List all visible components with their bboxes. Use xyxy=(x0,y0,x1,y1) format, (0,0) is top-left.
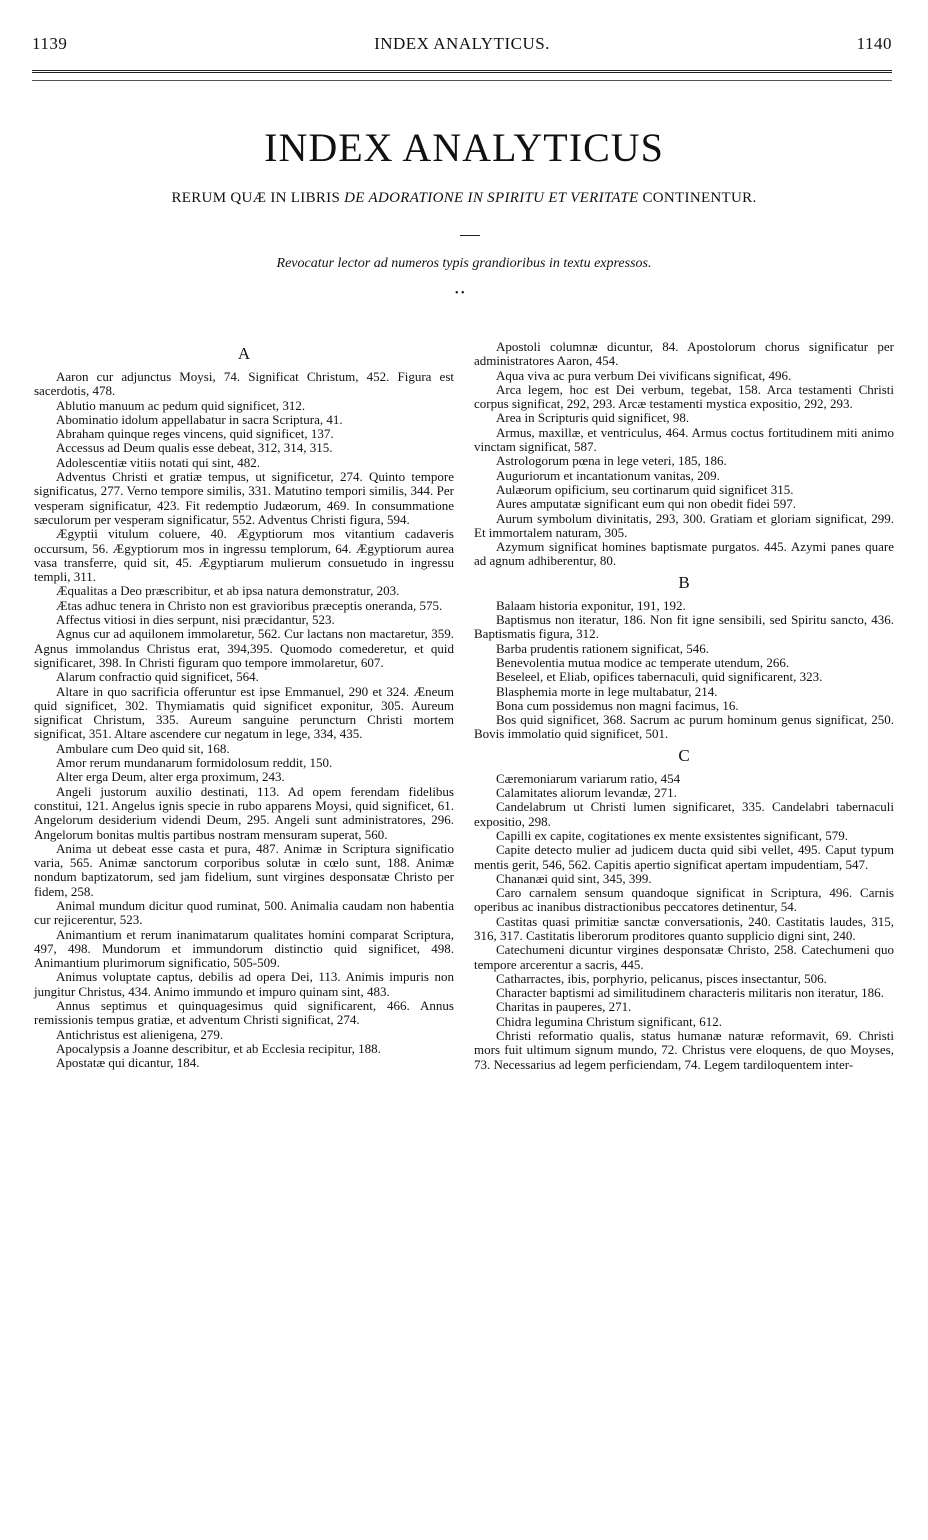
index-entry: Abraham quinque reges vincens, quid significet, 137. xyxy=(56,426,334,442)
index-entry: Abominatio idolum appellabatur in sacra Scriptura, 41. xyxy=(56,411,343,427)
entries-a-continued xyxy=(474,340,894,569)
subtitle-end: CONTINENTUR. xyxy=(638,190,757,206)
index-entry: Area in Scripturis quid significet, 98. xyxy=(496,410,690,426)
index-entry: Aaron cur adjunctus Moysi, 74. Significat Christum, 452. Figura est sacerdotis, 478. xyxy=(34,369,454,399)
index-entry: Agnus cur ad aquilonem immolaretur, 562. Cur lactans non mactaretur, 359. Agnus immolandus Christus erat, 394,395. Quomodo comederetur, et quid significaret, 398. In Christi figuram quo tempore immolaretur, 607. xyxy=(34,626,454,670)
index-entry: Adolescentiæ vitiis notati qui sint, 482. xyxy=(56,454,261,470)
index-entry: Bos quid significet, 368. Sacrum ac purum hominum genus significat, 250. Bovis immolatio quid significet, 501. xyxy=(474,712,894,742)
index-entry: Anima ut debeat esse casta et pura, 487. Animæ in Scriptura significatio varia, 565. Animæ sanctorum corporibus solutæ in cœlo sunt, 188. Animæ nondum baptizatorum, sed jam fidelium, sunt virgines desponsatæ Christo per fidem, 258. xyxy=(34,840,454,899)
index-entry: Blasphemia morte in lege multabatur, 214. xyxy=(496,683,718,699)
index-entry: Cæremoniarum variarum ratio, 454 xyxy=(496,770,681,786)
index-entry: Alter erga Deum, alter erga proximum, 243. xyxy=(56,769,285,785)
index-entry: Ambulare cum Deo quid sit, 168. xyxy=(56,740,230,756)
reader-note: Revocatur lector ad numeros typis grandioribus in textu expressos. xyxy=(276,256,652,271)
index-entry: Aurum symbolum divinitatis, 293, 300. Gratiam et gloriam significat, 299. Et immortalem naturam, 305. xyxy=(474,510,894,540)
index-entry: Ætas adhuc tenera in Christo non est gravioribus præceptis oneranda, 575. xyxy=(56,597,443,613)
index-entry: Balaam historia exponitur, 191, 192. xyxy=(496,597,686,613)
index-entry: Animal mundum dicitur quod ruminat, 500. Animalia caudam non habentia cur rejicerentur, 523. xyxy=(34,897,454,928)
index-entry: Animus voluptate captus, debilis ad opera Dei, 113. Animis impuris non jungitur Christus, 434. Animo immundo et impuro quinam sint, 483. xyxy=(34,969,454,999)
index-entry: Æqualitas a Deo præscribitur, et ab ipsa natura demonstratur, 203. xyxy=(56,583,400,599)
page-title: INDEX ANALYTICUS xyxy=(264,125,664,170)
index-entry: Candelabrum ut Christi lumen significaret, 335. Candelabri tabernaculi expositio, 298. xyxy=(474,799,894,829)
ornament-dots: • • xyxy=(455,288,465,299)
index-entry: Benevolentia mutua modice ac temperate utendum, 266. xyxy=(496,654,790,670)
index-entry: Catharractes, ibis, porphyrio, pelicanus, pisces insectantur, 506. xyxy=(496,970,827,986)
index-entry: Accessus ad Deum qualis esse debeat, 312, 314, 315. xyxy=(56,440,333,456)
index-entry: Arca legem, hoc est Dei verbum, tegebat, 158. Arca testamenti Christi corpus significat, 292, 293. Arcæ testamenti mystica expositio, 292, 293. xyxy=(474,381,894,412)
index-entry: Catechumeni dicuntur virgines desponsatæ Christo, 258. Catechumeni quo tempore arcerentur a sacris, 445. xyxy=(474,942,894,972)
subtitle-start: RERUM QUÆ IN LIBRIS xyxy=(171,190,345,206)
index-entry: Christi reformatio qualis, status humanæ naturæ reformavit, 69. Christi mors fuit ultimum signum mundo, 72. Christus vere eloquens, de quo Moyses, 73. Necessarius ad legem perficiendam, 74. Legem tardiloquentem inter- xyxy=(474,1028,894,1072)
index-entry: Armus, maxillæ, et ventriculus, 464. Armus coctus fortitudinem miti animo vinctam significat, 587. xyxy=(474,424,894,455)
index-entry: Caro carnalem sensum quandoque significat in Scriptura, 496. Carnis operibus ac inanibus distractionibus peccatores detinentur, 54. xyxy=(474,885,894,915)
title-separator xyxy=(460,235,480,236)
section-letter-a: A xyxy=(237,344,251,363)
index-entry: Bona cum possidemus non magni facimus, 16. xyxy=(496,697,739,713)
index-entry: Aqua viva ac pura verbum Dei vivificans significat, 496. xyxy=(496,367,792,383)
index-entry: Azymum significat homines baptismate purgatos. 445. Azymi panes quare ad agnum adhiberentur, 80. xyxy=(474,539,894,569)
section-letter-b: B xyxy=(678,572,690,592)
left-column xyxy=(34,340,454,1071)
left-column-number: 1139 xyxy=(32,34,68,53)
index-entry: Altare in quo sacrificia offeruntur est ipse Emmanuel, 290 et 324. Æneum quid significet, 302. Thymiamatis quid significet exponitur, 305. Aureum significat Christum, 335. Aureum sanguine peruncturn Christi mortem significat, 351. Altare ascendere cur negatum in lege, 334, 435. xyxy=(34,683,454,742)
index-entry: Annus septimus et quinquagesimus quid significarent, 466. Annus remissionis tempus gratiæ, et adventum Christi significat, 274. xyxy=(34,998,454,1028)
index-entry: Chananæi quid sint, 345, 399. xyxy=(496,870,652,886)
entries-c xyxy=(474,772,894,1072)
header-rule-thin xyxy=(32,80,892,81)
index-entry: Adventus Christi et gratiæ tempus, ut significetur, 274. Quinto tempore significatus, 277. Verno tempore similis, 331. Matutino tempori similis, 344. Per vesperam significatur, 423. Fit redemptio Judæorum, 469. In consummatione sæculorum per vesperam significatur, 552. Adventus Christi figura, 594. xyxy=(34,469,454,527)
subtitle-italic: DE ADORATIONE IN SPIRITU ET VERITATE xyxy=(344,190,639,206)
index-entry: Apostoli columnæ dicuntur, 84. Apostolorum chorus significatur per administratores Aaron, 454. xyxy=(474,339,894,369)
running-head xyxy=(32,34,892,54)
index-entry: Astrologorum pœna in lege veteri, 185, 186. xyxy=(496,453,727,469)
section-letter-c: C xyxy=(678,745,690,765)
index-entry: Calamitates aliorum levandæ, 271. xyxy=(496,785,677,801)
index-entry: Charitas in pauperes, 271. xyxy=(496,999,632,1015)
index-entry: Capite detecto mulier ad judicem ducta quid sibi vellet, 495. Caput typum mentis gerit, 546, 562. Capitis apertio significat apertam impudentiam, 547. xyxy=(474,842,894,872)
index-entry: Ægyptii vitulum coluere, 40. Ægyptiorum mos vitantium cadaveris occursum, 56. Ægyptiorum mos in ingressu templorum, 64. Ægyptiorum aurea vasa transferre, quid sit, 45. Ægyptiarum mulierum consuetudo in ingressu templi, 311. xyxy=(34,526,454,585)
index-entry: Character baptismi ad similitudinem characteris militaris non iteratur, 186. xyxy=(496,985,884,1001)
index-entry: Antichristus est alienigena, 279. xyxy=(56,1026,224,1042)
index-entry: Alarum confractio quid significet, 564. xyxy=(56,669,259,685)
index-entry: Chidra leguminа Christum significant, 612. xyxy=(496,1013,723,1029)
running-title: INDEX ANALYTICUS. xyxy=(374,34,550,53)
entries-a xyxy=(34,370,454,1071)
index-entry: Barba prudentis rationem significat, 546. xyxy=(496,640,710,656)
index-entry: Capilli ex capite, cogitationes ex mente exsistentes significant, 579. xyxy=(496,827,848,843)
index-entry: Apostatæ qui dicantur, 184. xyxy=(56,1055,200,1071)
index-entry: Amor rerum mundanarum formidolosum reddit, 150. xyxy=(56,755,333,771)
index-entry: Apocalypsis a Joanne describitur, et ab Ecclesia recipitur, 188. xyxy=(56,1040,381,1056)
index-entry: Baptismus non iteratur, 186. Non fit igne sensibili, sed Spiritu sancto, 436. Baptismatis figura, 312. xyxy=(474,612,894,642)
index-entry: Auguriorum et incantationum vanitas, 209. xyxy=(496,467,720,483)
right-column xyxy=(474,340,894,1072)
index-entry: Angeli justorum auxilio destinati, 113. Ad opem ferendam fidelibus constitui, 121. Angelus ignis specie in rubo apparens Moysi, quid significet, 61. Angelorum desiderium videndi Deum, 295. Angeli sunt administratores, 296. Angelorum bonitas multis partibus nostram mensuram superat, 560. xyxy=(34,783,454,842)
index-entry: Aures amputatæ significant eum qui non obedit fidei 597. xyxy=(496,496,797,512)
entries-b xyxy=(474,599,894,742)
index-entry: Affectus vitiosi in dies serpunt, nisi præcidantur, 523. xyxy=(56,612,335,628)
index-entry: Beseleel, et Eliab, opifices tabernaculi, quid significarent, 323. xyxy=(496,669,823,685)
index-entry: Ablutio manuum ac pedum quid significet, 312. xyxy=(56,397,306,413)
page-subtitle xyxy=(0,190,928,207)
index-entry: Animantium et rerum inanimatarum qualitates homini comparat Scriptura, 497, 498. Mundorum et immundorum distinctio quid significet, 498. Animantium plurimorum significatio, 505-509. xyxy=(34,926,454,971)
right-column-number: 1140 xyxy=(856,34,892,53)
header-rule-double xyxy=(32,70,892,73)
index-entry: Aulæorum opificium, seu cortinarum quid significet 315. xyxy=(496,481,794,497)
index-entry: Castitas quasi primitiæ sanctæ conversationis, 240. Castitatis laudes, 315, 316, 317. Castitatis liberorum proditores quanto supplicio digni sint, 240. xyxy=(474,913,894,943)
